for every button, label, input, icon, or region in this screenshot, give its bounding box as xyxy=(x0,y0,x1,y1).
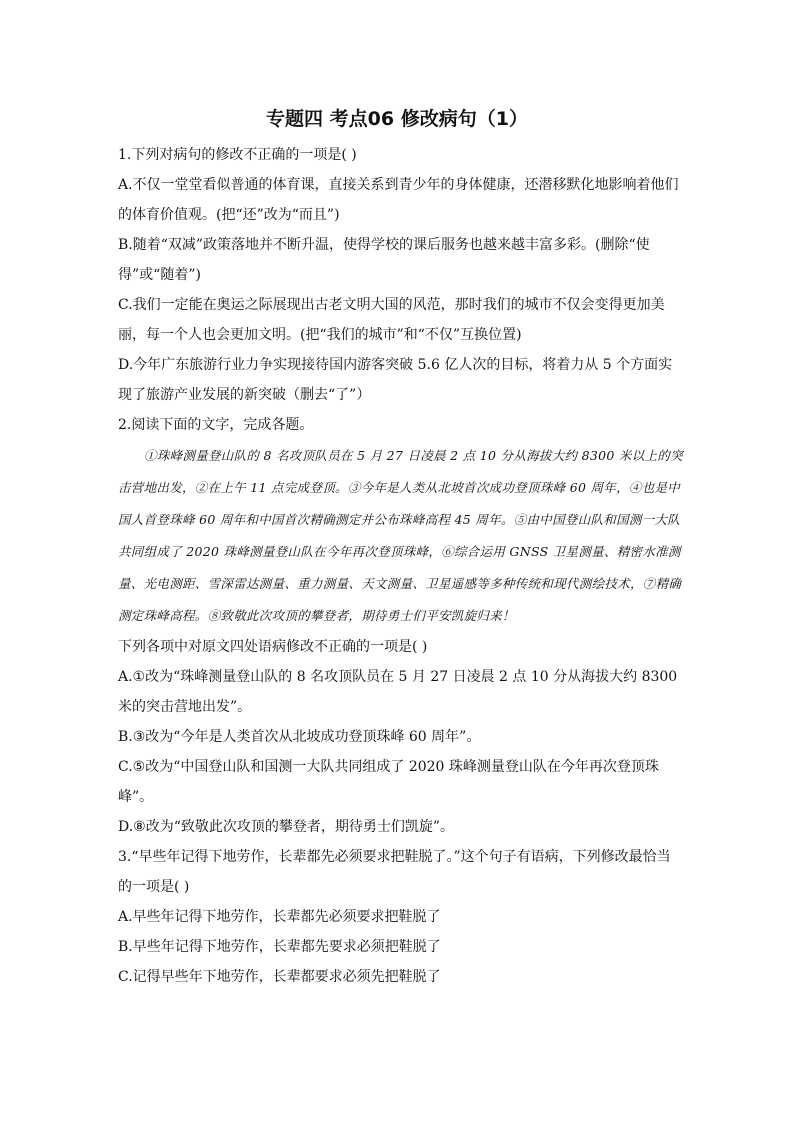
page-title: 专题四 考点06 修改病句（1） xyxy=(266,108,528,130)
q3-option-a: A.早些年记得下地劳作，长辈都先必须要求把鞋脱了 xyxy=(118,909,441,925)
q2-passage-text: ①珠峰测量登山队的 8 名攻顶队员在 5 月 27 日凌晨 2 点 10 分从海拔大约 8300 米以上的突击营地出发，②在上午 11 点完成登顶。③今年是人类从北坡首次成功登顶珠峰 60 周年，④也是中国人首登珠峰 60 周年和中国首次精确测定并公布珠峰高程 45 周年。⑤由中国登山队和国测一大队共同组成了 2020 珠峰测量登山队在今年再次登顶珠峰，⑥综合运用 GNSS 卫星测量、精密水准测量、光电测距、雪深雷达测量、重力测量、天文测量、卫星遥感等多种传统和现代测绘技术，⑦精确测定珠峰高程。⑧致敬此次攻顶的攀登者，期待勇士们平安凯旋归来！ xyxy=(118,448,683,623)
q2-option-b: B.③改为“今年是人类首次从北坡成功登顶珠峰 60 周年”。 xyxy=(118,729,481,745)
q2-question: 下列各项中对原文四处语病修改不正确的一项是( ) xyxy=(118,639,428,655)
q2-passage xyxy=(118,440,683,632)
q3-option-c: C.记得早些年下地劳作，长辈都要求必须先把鞋脱了 xyxy=(118,969,441,985)
q3-option-b: B.早些年记得下地劳作，长辈都先要求必须把鞋脱了 xyxy=(118,939,441,955)
q2-stem: 2.阅读下面的文字，完成各题。 xyxy=(118,417,314,433)
q2-option-c: C.⑤改为“中国登山队和国测一大队共同组成了 2020 珠峰测量登山队在今年再次登顶珠峰”。 xyxy=(118,759,659,805)
q2-option-a: A.①改为“珠峰测量登山队的 8 名攻顶队员在 5 月 27 日凌晨 2 点 10 分从海拔大约 8300 米的突击营地出发”。 xyxy=(118,669,678,715)
document-content xyxy=(118,140,683,992)
q3-stem: 3.“早些年记得下地劳作，长辈都先必须要求把鞋脱了。”这个句子有语病，下列修改最恰当的一项是( ) xyxy=(118,849,671,895)
q2-option-d: D.⑧改为“致敬此次攻顶的攀登者，期待勇士们凯旋”。 xyxy=(118,819,455,835)
q1-option-d: D.今年广东旅游行业力争实现接待国内游客突破 5.6 亿人次的目标，将着力从 5 个方面实现了旅游产业发展的新突破（删去“了”） xyxy=(118,357,673,403)
q1-option-a: A.不仅一堂堂看似普通的体育课，直接关系到青少年的身体健康，还潜移默化地影响着他们的体育价值观。(把“还”改为“而且”) xyxy=(118,177,679,223)
q1-option-b: B.随着“双减”政策落地并不断升温，使得学校的课后服务也越来越丰富多彩。(删除“使得”或“随着”) xyxy=(118,237,650,283)
q1-stem: 1.下列对病句的修改不正确的一项是( ) xyxy=(118,147,357,163)
q1-option-c: C.我们一定能在奥运之际展现出古老文明大国的风范，那时我们的城市不仅会变得更加美丽，每一个人也会更加文明。(把“我们的城市”和“不仅”互换位置) xyxy=(118,297,665,343)
